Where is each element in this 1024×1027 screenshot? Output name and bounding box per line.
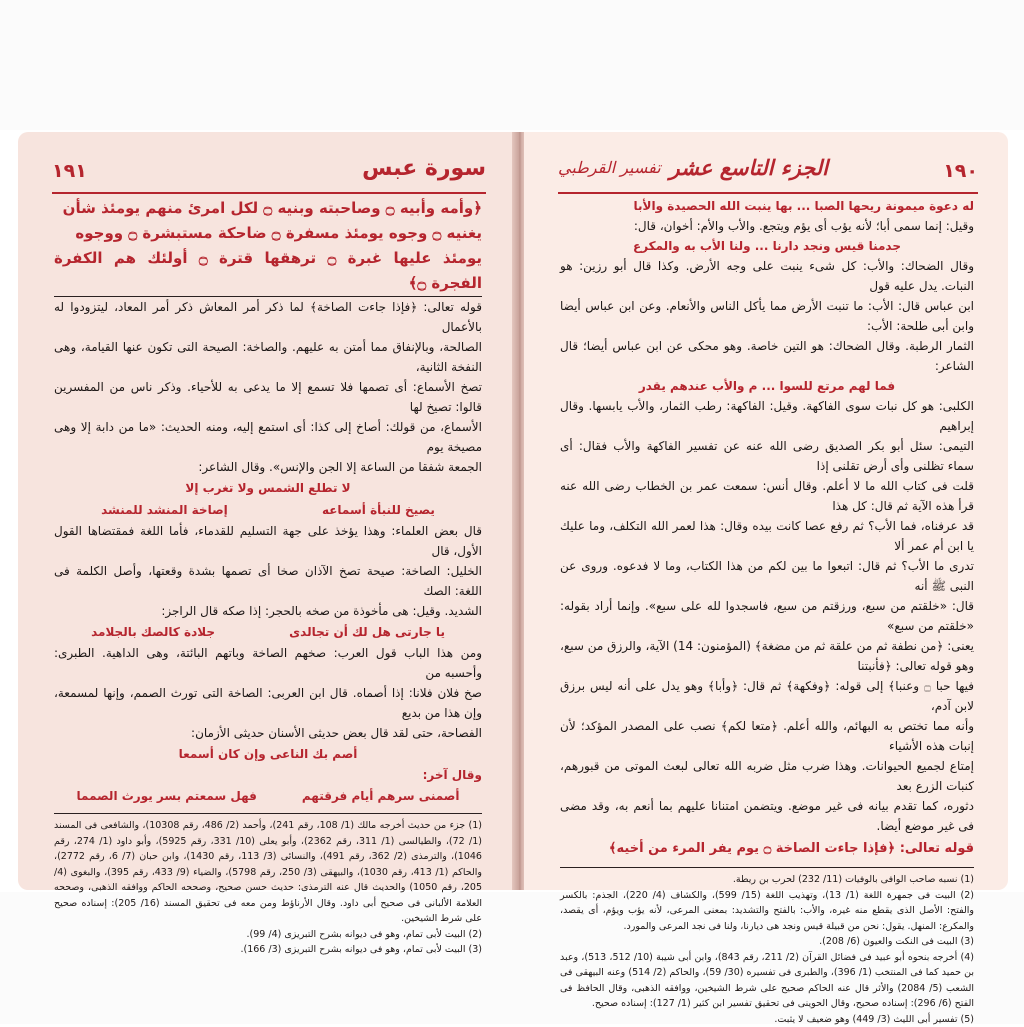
text-line: الشديد. وقيل: هى مأخوذة من صخه بالحجر: إذا صكه قال الراجز: (54, 601, 482, 621)
text-line: دثوره، كما تقدم بيانه فى غير موضع. ويتضمن امتنانا عليهم بما أنعم به، وقد مضى فى غير موضع أيضا. (560, 796, 974, 836)
text-line: الكلبى: هو كل نبات سوى الفاكهة. وقيل: الفاكهة: رطب الثمار، والأب يابسها. وقال إبراهيم (560, 396, 974, 436)
text-line: قد عرفناه، فما الأب؟ ثم رفع عصا كانت بيده وقال: هذا لعمر الله التكلف، وما عليك يا ابن أم عمر ألا (560, 516, 974, 556)
poem-hemistich: إصاخة المنشد للمنشد (101, 499, 228, 521)
text-line: الصالحة، وبالإنفاق مما أمتن به عليهم. والصاخة: الصيحة التى تكون عنها القيامة، وهى النفخة الثانية، (54, 337, 482, 377)
text-line: تصخ الأسماع: أى تصمها فلا تسمع إلا ما يدعى به للأحياء. وذكر ناس من المفسرين قالوا: تصيخ لها (54, 377, 482, 417)
text-line: التيمى: سئل أبو بكر الصديق رضى الله عنه عن تفسير الفاكهة والأب فقال: أى سماء تظلنى وأى أرض تقلنى إذا (560, 436, 974, 476)
background-top (0, 0, 1024, 130)
footnote: (4) أخرجه بنحوه أبو عبيد فى فضائل القرآن (2/ 211، رقم 843)، وابن أبى شيبة (10/ 512، 513)، وعبد بن حميد كما فى المنتخب (1/ 396)، والطبرى فى تفسيره (30/ 59)، والحاكم (2/ 514) وعنه البيهقى فى الشعب (5/ 2084) والأثر قال عنه الحاكم صحيح على شرط الشيخين، ووافقه الذهبى، وقال الحافظ فى الفتح (6/ 296): إسناده صحيح، وقال الحوينى فى تحقيق تفسير ابن كثير (1/ 127): إسناده صحيح. (560, 950, 974, 1012)
poem-line: فما لهم مرتع للسوا ... م والأب عندهم يقدر (560, 376, 974, 396)
part-title: الجزء التاسع عشر (670, 156, 828, 180)
left-page-header (52, 158, 486, 194)
text-line: قال: «خلقتم من سبع، ورزقتم من سبع، فاسجدوا لله على سبع». وإنما أراد بقوله: «خلقتم من سبع» (560, 596, 974, 636)
text-line: إمتاع لجميع الحيوانات. وهذا ضرب مثل ضربه الله تعالى لبعث الموتى من قبورهم، كنبات الزرع بعد (560, 756, 974, 796)
text-line: الجمعة شفقا من الساعة إلا الجن والإنس». وقال الشاعر: (54, 457, 482, 477)
text-line: وقال الضحاك: والأب: كل شىء ينبت على وجه الأرض. وكذا قال أبو رزين: هو النبات. يدل عليه قول (560, 256, 974, 296)
text-line: الفصاحة، حتى لقد قال بعض حديثى الأسنان حديثى الأزمان: (54, 723, 482, 743)
text-line: الثمار الرطبة. وقال الضحاك: هو التين خاصة. وهو محكى عن ابن عباس أيضا؛ قال الشاعر: (560, 336, 974, 376)
text-line: تدرى ما الأب؟ ثم قال: اتبعوا ما بين لكم من هذا الكتاب، وما لا فدعوه. وروى عن النبى ﷺ أنه (560, 556, 974, 596)
poem-hemistich: يصيخ للنبأة أسماعه (322, 499, 435, 521)
poem-hemistich: فهل سمعتم بسر يورث الصمما (77, 785, 257, 807)
text-line: الأسماع، من قولك: أصاخ إلى كذا: أى استمع إليه، ومنه الحديث: «ما من دابة إلا وهى مصيخة يوم (54, 417, 482, 457)
footnote: (1) نسبه صاحب الوافى بالوفيات (11/ 232) لحرب بن ريطة. (560, 872, 974, 888)
left-page-body (54, 196, 482, 958)
right-page-header (558, 158, 978, 194)
poem-couplet (54, 785, 482, 807)
text-line: صخ فلان فلانا: إذا أصماه. قال ابن العربى: الصاخة التى تورث الصمم، وإنها لمسمعة، وإن هذا من بديع (54, 683, 482, 723)
text-line: يعنى: ﴿من نطفة ثم من علقة ثم من مضغة﴾ (المؤمنون: 14) الآية، والرزق من سبع، وهو قوله تعالى: ﴿فأنبتنا (560, 636, 974, 676)
right-page-body (560, 196, 974, 1027)
text-line: ومن هذا الباب قول العرب: صخهم الصاخة وباتهم البائتة، وهى الداهية. الطبرى: وأحسبه من (54, 643, 482, 683)
poem-couplet (54, 621, 482, 643)
text-line: الخليل: الصاخة: صيحة تصخ الآذان صخا أى تصمها بشدة وقعتها، وأصل الكلمة فى اللغة: الصك (54, 561, 482, 601)
surah-title: سورة عبس (362, 156, 486, 181)
page-number: ١٩٠ (943, 160, 978, 182)
text-line: قلت فى كتاب الله ما لا أعلم. وقال أنس: سمعت عمر بن الخطاب رضى الله عنه قرأ هذه الآية ثم قال: كل هذا (560, 476, 974, 516)
text-line: وقيل: إنما سمى أبا؛ لأنه يؤب أى يؤم ويتجع. والأب والأم: أخوان، قال: (560, 216, 974, 236)
poem-hemistich: أصمنى سرهم أيام فرقتهم (302, 785, 460, 807)
poem-hemistich: جلادة كالصك بالجلامد (91, 621, 215, 643)
verse-line: يغنيه ۝ وجوه يومئذ مسفرة ۝ ضاحكة مستبشرة ۝ ووجوه (54, 221, 482, 246)
text-line: قال بعض العلماء: وهذا يؤخذ على جهة التسليم للقدماء، فأما اللغة فمقتضاها القول الأول، قال (54, 521, 482, 561)
footnote-divider (54, 813, 482, 814)
verse-line: ﴿وأمه وأبيه ۝ وصاحبته وبنيه ۝ لكل امرئ منهم يومئذ شأن (54, 196, 482, 221)
book-title: تفسير القرطبي (558, 158, 661, 177)
poem-line: أصم بك الناعى وإن كان أسمعا (54, 743, 482, 765)
verse-line: يومئذ عليها غبرة ۝ ترهقها قترة ۝ أولئك هم الكفرة الفجرة ۝﴾ (54, 246, 482, 296)
footnote: (1) جزء من حديث أخرجه مالك (1/ 108، رقم 241)، وأحمد (2/ 486، رقم 10308)، والشافعى فى المسند (1/ 72)، والطيالسى (1/ 311، رقم 2362)، وأبو يعلى (10/ 331، رقم 5925)، وأبو داود (1/ 274، رقم 1046)، والترمذى (2/ 362، رقم 491)، والنسائى (3/ 113، رقم 1430)، وابن حبان (7/ 6، رقم 2772)، والحاكم (1/ 413، رقم 1030)، والبيهقى (3/ 250، رقم 5798)، والضياء (9/ 433، رقم 395)، والبغوى (4/ 205، رقم 1050) والحديث قال عنه الترمذى: حديث حسن صحيح، وصححه الحاكم ووافقه الذهبى، وصححه العلامة الألبانى فى صحيح أبى داود. وقال الأرناؤط ومن معه فى تحقيق المسند (16/ 205): إسناده صحيح على شرط الشيخين. (54, 818, 482, 927)
footnote-divider (560, 867, 974, 868)
poem-hemistich: يا جارتى هل لك أن تجالدى (289, 621, 445, 643)
footnote: (3) البيت فى النكت والعيون (6/ 208). (560, 934, 974, 950)
footnote: (5) تفسير أبى الليث (3/ 449) وهو ضعيف لا يثبت. (560, 1012, 974, 1027)
right-page (524, 132, 1008, 890)
footnotes (560, 872, 974, 1027)
page-number: ١٩١ (52, 160, 87, 182)
footnote: (2) البيت فى جمهرة اللغة (1/ 13)، وتهذيب اللغة (15/ 599)، والكشاف (4/ 220)، الجذم: بالكسر والفتح: الأصل الذى يقطع منه غيره، والأب: بالفتح والتشديد: بمعنى المرعى، لأنه يؤب ويؤم، أى يقصد، والمكرع: المنهل. يقول: نحن من قبيلة قيس ونجد هى ديارنا، ولنا فى نجد المرعى والمورد. (560, 888, 974, 935)
text-line: وأنه مما تختص به البهائم، والله أعلم. ﴿متعا لكم﴾ نصب على المصدر المؤكد؛ لأن إنبات هذه الأشياء (560, 716, 974, 756)
verse-heading: قوله تعالى: ﴿فإذا جاءت الصاخة ۝ يوم يفر المرء من أخيه﴾ (560, 836, 974, 861)
poem-couplet (54, 499, 482, 521)
poem-line: لا تطلع الشمس ولا تغرب إلا (54, 477, 482, 499)
left-page (18, 132, 516, 890)
text-line: قوله تعالى: ﴿فإذا جاءت الصاخة﴾ لما ذكر أمر المعاش ذكر أمر المعاد، ليتزودوا له بالأعمال (54, 297, 482, 337)
text-line: ابن عباس قال: الأب: ما تنبت الأرض مما يأكل الناس والأنعام. وعن ابن عباس أيضا وابن أبى طلحة: الأب: (560, 296, 974, 336)
footnote: (2) البيت لأبى تمام، وهو فى ديوانه بشرح التبريزى (4/ 99). (54, 927, 482, 943)
text-line: فيها حبا ۝ وعنبا﴾ إلى قوله: ﴿وفكهة﴾ ثم قال: ﴿وأبا﴾ وهو يدل على أنه ليس برزق لابن آدم، (560, 676, 974, 716)
poem-line: له دعوة ميمونة ريحها الصبا ... بها ينبت الله الحصيدة والأبا (560, 196, 974, 216)
footnotes (54, 818, 482, 958)
poem-intro: وقال آخر: (54, 765, 482, 785)
footnote: (3) البيت لأبى تمام، وهو فى ديوانه بشرح التبريزى (3/ 166). (54, 942, 482, 958)
poem-line: جدمنا قيس ونجد دارنا ... ولنا الأب به والمكرع (560, 236, 974, 256)
